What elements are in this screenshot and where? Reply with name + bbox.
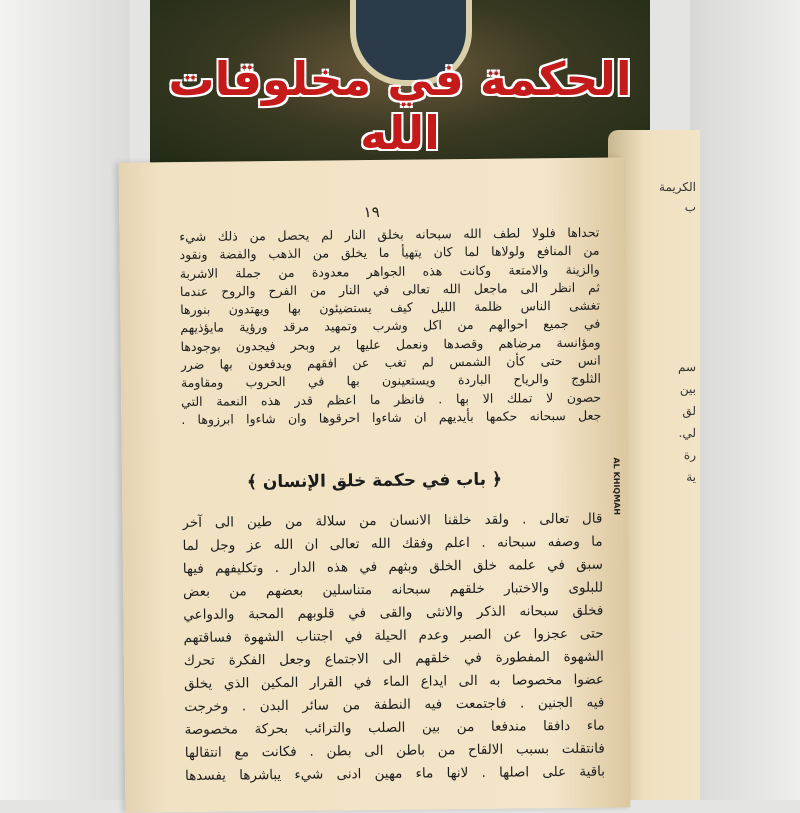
right-page-text: بين (679, 382, 696, 396)
text-line: للبلوى والاختبار خلقهم سبحانه متناسلين بعضهم من بعض (183, 579, 604, 601)
text-line: ما وصفه سبحانه . اعلم وفقك الله تعالى ان الله عز وجل لما (182, 533, 603, 555)
text-line: من المنافع ولولاها لما كان يتهيأ ما يخلق من الذهب والفضة ونقود (179, 242, 600, 263)
text-line: والزينة والامتعة وكانت هذه الجواهر معدودة من جملة الاشربة (179, 261, 600, 281)
right-page-text: سم (677, 360, 696, 374)
text-line: تحداها فلولا لطف الله سبحانه بخلق النار لم يحصل من ذلك شيء (179, 224, 600, 245)
page-number: ١٩ (363, 202, 380, 222)
text-line: انس حتى كأن الشمس لم تغب عن افقهم ويدفعون بها ضرر (180, 352, 601, 373)
right-page-text: ية (686, 470, 696, 484)
text-line: سبق في علمه خلق الخلق وبثهم في هذه الدار . وتكليفهم فيها (182, 556, 603, 578)
paragraph-1 (179, 224, 601, 430)
right-page-text: الكريمة (659, 180, 696, 194)
spine-label: AL KHIQMAH (611, 457, 622, 516)
right-page-text: ب (684, 200, 696, 214)
text-line: تغشى الناس ظلمة الليل كيف يستضيئون بها ويهتدون بنورها (180, 297, 601, 318)
book-cover (150, 0, 650, 170)
text-line: الثلوج والرياح الباردة ويستعينون بها في الحروب ومقاومة (180, 370, 601, 391)
text-line: حتى عجزوا عن الصبر وعدم الحيلة في اجتناب الشهوة فساقتهم (183, 625, 604, 647)
text-line: عضوا مخصوصا به الى ايداع الماء في القرار المكين الذي يخلق (183, 671, 605, 693)
text-line: ومؤانسة مرضاهم وقصدها ونعمل عليها بر وبحر فيجدون بوجودها (180, 334, 601, 354)
text-line: الشهوة المفطورة في خلقهم الى الاجتماع وجعل الفكرة تحرك (183, 648, 604, 670)
text-line: قال تعالى . ولقد خلقنا الانسان من سلالة من طين الى آخر (182, 510, 603, 532)
text-line: فانتقلت بسبب الالقاح من باطن الى بطن . فكانت مع انتقالها (184, 740, 605, 762)
paragraph-2 (182, 508, 605, 788)
background-right (690, 0, 800, 800)
text-line: ثم انظر الى ماجعل الله تعالى في النار من الفرح والروح عندما (179, 279, 601, 299)
right-page-text: لق (682, 404, 696, 418)
text-line: ماء دافقا مندفعا من بين الصلب والترائب بحركة مخصوصة (184, 717, 605, 739)
text-line: في جميع احوالهم من اكل وشرب وتمهيد مرقد ورؤية مايؤذيهم (180, 316, 601, 336)
text-line: جعل سبحانه حكمها بأيديهم ان شاءوا احرقوها وان شاءوا ابرزوها . (181, 407, 602, 427)
cover-title: الحكمة في مخلوقات الله (168, 52, 632, 160)
right-page-text: رة (683, 448, 696, 462)
right-page-text: لي. (678, 426, 696, 440)
text-line: فيه الجنين . فاجتمعت فيه النطفة من سائر البدن . وخرجت (184, 694, 605, 716)
background-left (0, 0, 130, 800)
text-line: فخلق سبحانه الذكر والانثى والقى في قلوبهم المحبة والدواعي (183, 602, 604, 624)
text-line: باقية على اصلها . لانها ماء مهين ادنى شيء يباشرها يفسدها (184, 763, 606, 784)
book-page (119, 157, 631, 812)
chapter-heading: ﴿ باب في حكمة خلق الإنسان ﴾ (246, 469, 503, 493)
text-line: حصون لا تملك الا بها . فانظر ما اعظم قدر هذه النعمة التي (181, 389, 602, 409)
